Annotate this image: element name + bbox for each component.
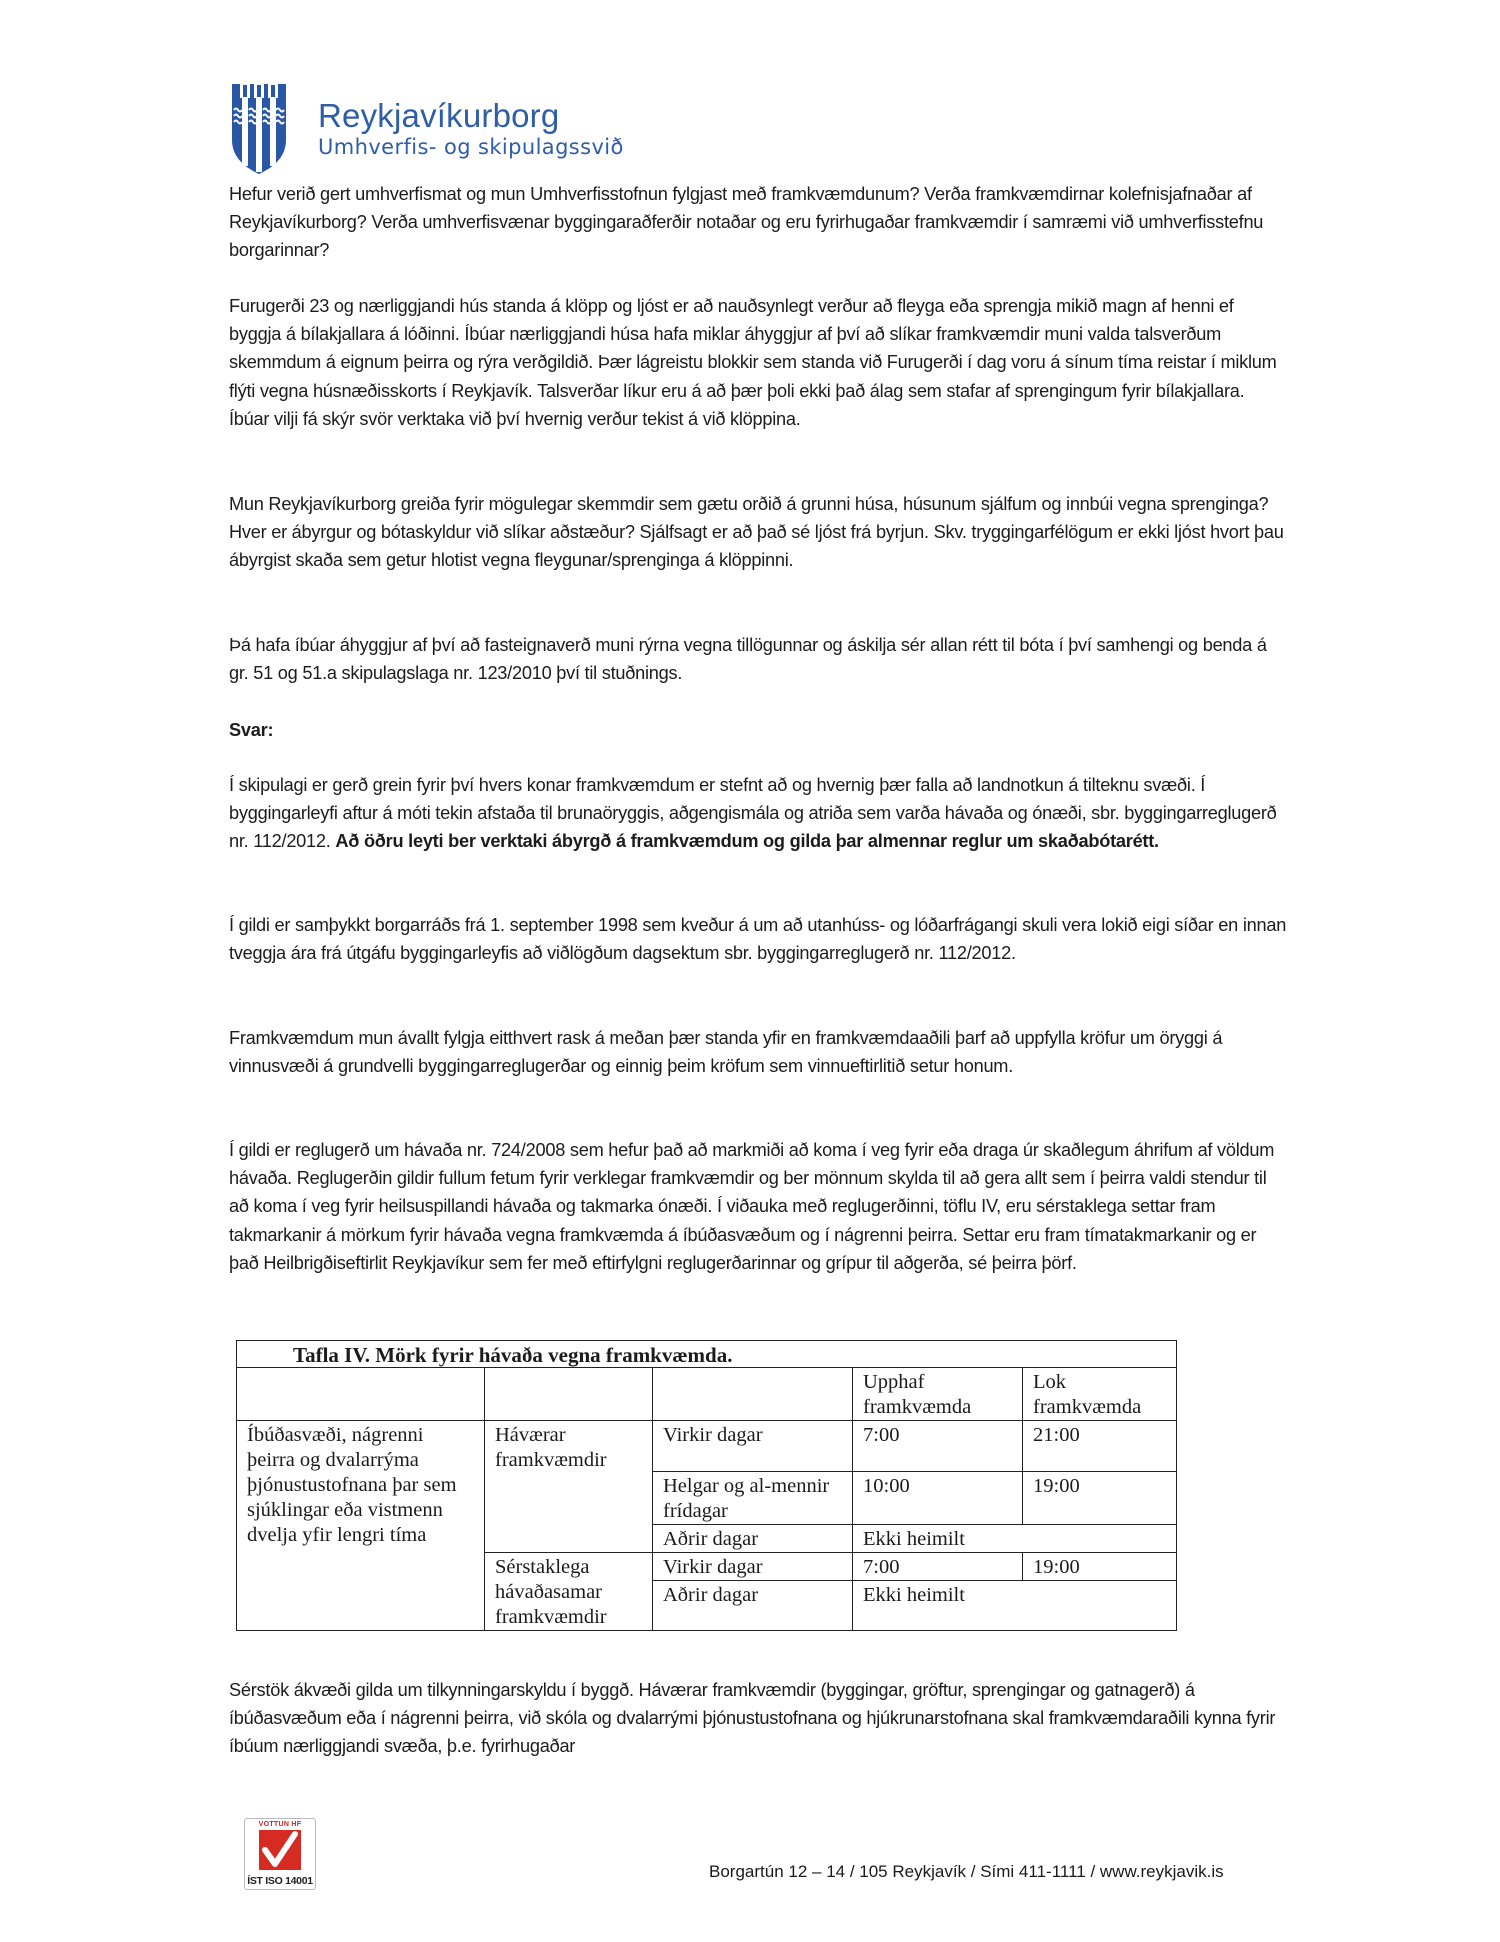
- answer-paragraph-3: [229, 1024, 1289, 1080]
- header-cell: [485, 1368, 653, 1421]
- days-cell: Helgar og al-mennir frídagar: [653, 1472, 853, 1525]
- table-row: [237, 1421, 1177, 1472]
- footer-address: Borgartún 12 – 14 / 105 Reykjavík / Sími 411-1111 / www.reykjavik.is: [709, 1862, 1224, 1881]
- paragraph-text: Furugerði 23 og nærliggjandi hús standa á klöpp og ljóst er að nauðsynlegt verður að fleyga eða sprengja mikið magn af henni ef byggja á bílakjallara á lóðinni. Íbúar nærliggjandi húsa hafa miklar áhyggjur af því að slíkar framkvæmdir muni valda talsverðum skemmdum á eignum þeirra og rýra verðgildið. Þær lágreistu blokkir sem standa við Furugerði í dag voru á sínum tíma reistar í miklum flýti vegna húsnæðisskorts í Reykjavík. Talsverðar líkur eru á að þær þoli ekki það álag sem stafar af sprengingum fyrir bílakjallara. Íbúar vilji fá skýr svör verktaka við því hvernig verður tekist á við klöppina.: [229, 296, 1277, 429]
- question-paragraph-2: [229, 292, 1289, 433]
- iso-certification-logo: [244, 1818, 316, 1890]
- end-cell: 19:00: [1023, 1472, 1177, 1525]
- area-cell: Íbúðasvæði, nágrenni þeirra og dvalarrýma þjónustustofnana þar sem sjúklingar eða vistmenn dvelja yfir lengri tíma: [237, 1421, 485, 1631]
- days-cell: Aðrir dagar: [653, 1525, 853, 1553]
- header-start: Upphaf framkvæmda: [853, 1368, 1023, 1421]
- note-cell: Ekki heimilt: [853, 1525, 1177, 1553]
- header-cell: [237, 1368, 485, 1421]
- end-cell: 19:00: [1023, 1553, 1177, 1581]
- cert-logo-top: VOTTUN HF: [258, 1821, 302, 1828]
- reykjavik-coat-of-arms-icon: [230, 82, 288, 176]
- days-cell: Aðrir dagar: [653, 1581, 853, 1631]
- question-paragraph-4: [229, 631, 1289, 687]
- paragraph-text: Í gildi er samþykkt borgarráðs frá 1. september 1998 sem kveður á um að utanhúss- og lóðarfrágangi skuli vera lokið eigi síðar en innan tveggja ára frá útgáfu byggingarleyfis að viðlögðum dagsektum sbr. byggingarreglugerð nr. 112/2012.: [229, 915, 1287, 964]
- question-paragraph-1: [229, 180, 1289, 265]
- cert-logo-bottom: ÍST ISO 14001: [247, 1875, 313, 1887]
- paragraph-text: Þá hafa íbúar áhyggjur af því að fasteignaverð muni rýrna vegna tillögunnar og áskilja sér allan rétt til bóta í því samhengi og benda á gr. 51 og 51.a skipulagslaga nr. 123/2010 því til stuðnings.: [229, 635, 1267, 684]
- brand-block: [318, 98, 624, 160]
- answer-heading: [229, 716, 1289, 744]
- type-cell: Háværar framkvæmdir: [485, 1421, 653, 1553]
- start-cell: 7:00: [853, 1421, 1023, 1472]
- answer-heading-text: Svar:: [229, 720, 274, 740]
- header-cell: [653, 1368, 853, 1421]
- end-cell: 21:00: [1023, 1421, 1177, 1472]
- type-cell: Sérstaklega hávaðasamar framkvæmdir: [485, 1553, 653, 1631]
- note-cell: Ekki heimilt: [853, 1581, 1177, 1631]
- noise-limits-table: [236, 1340, 1176, 1631]
- brand-name: Reykjavíkurborg: [318, 97, 560, 134]
- department-name: Umhverfis- og skipulagssvið: [318, 135, 624, 159]
- checkmark-icon: [259, 1830, 301, 1870]
- paragraph-text: Í gildi er reglugerð um hávaða nr. 724/2008 sem hefur það að markmiði að koma í veg fyrir eða draga úr skaðlegum áhrifum af völdum hávaða. Reglugerðin gildir fullum fetum fyrir verklegar framkvæmdir og ber mönnum skylda til að gera allt sem í þeirra valdi stendur til að koma í veg fyrir heilsuspillandi hávaða og takmarka ónæði. Í viðauka með reglugerðinni, töflu IV, eru sérstaklega settar fram takmarkanir á mörkum fyrir hávaða vegna framkvæmda á íbúðasvæðum og í nágrenni þeirra. Settar eru fram tímatakmarkanir og er það Heilbrigðiseftirlit Reykjavíkur sem fer með eftirfylgni reglugerðarinnar og grípur til aðgerða, sé þeirra þörf.: [229, 1140, 1275, 1273]
- start-cell: 10:00: [853, 1472, 1023, 1525]
- days-cell: Virkir dagar: [653, 1421, 853, 1472]
- answer-bold-text: Að öðru leyti ber verktaki ábyrgð á framkvæmdum og gilda þar almennar reglur um skaðabótarétt.: [335, 831, 1159, 852]
- days-cell: Virkir dagar: [653, 1553, 853, 1581]
- paragraph-text: Sérstök ákvæði gilda um tilkynningarskyldu í byggð. Háværar framkvæmdir (byggingar, gröftur, sprengingar og gatnagerð) á íbúðasvæðum eða í nágrenni þeirra, við skóla og dvalarrými þjónustustofnana og hjúkrunarstofnana skal framkvæmdaraðili kynna fyrir íbúum nærliggjandi svæða, þ.e. fyrirhugaðar: [229, 1680, 1276, 1757]
- answer-paragraph-5: [229, 1676, 1289, 1761]
- question-paragraph-3: [229, 490, 1289, 575]
- answer-text: Í skipulagi er gerð grein fyrir því hvers konar framkvæmdum er stefnt að og hvernig þær falla að landnotkun á tilteknu svæði. Í byggingarleyfi aftur á móti tekin afstaða til brunaöryggis, aðgengismála og atriða sem varða hávaða og ónæði, sbr. byggingarreglugerð nr. 112/2012.: [229, 775, 1277, 852]
- start-cell: 7:00: [853, 1553, 1023, 1581]
- answer-paragraph-4: [229, 1136, 1289, 1277]
- paragraph-text: Mun Reykjavíkurborg greiða fyrir mögulegar skemmdir sem gætu orðið á grunni húsa, húsunum sjálfum og innbúi vegna sprenginga? Hver er ábyrgur og bótaskyldur við slíkar aðstæður? Sjálfsagt er að það sé ljóst frá byrjun. Skv. tryggingarfélögum er ekki ljóst hvort þau ábyrgist skaða sem getur hlotist vegna fleygunar/sprenginga á klöppinni.: [229, 494, 1284, 571]
- paragraph-text: Framkvæmdum mun ávallt fylgja eitthvert rask á meðan þær standa yfir en framkvæmdaaðili þarf að uppfylla kröfur um öryggi á vinnusvæði á grundvelli byggingarreglugerðar og einnig þeim kröfum sem vinnueftirlitið setur honum.: [229, 1028, 1223, 1077]
- table-title: Tafla IV. Mörk fyrir hávaða vegna framkvæmda.: [237, 1341, 1177, 1368]
- paragraph-text: Hefur verið gert umhverfismat og mun Umhverfisstofnun fylgjast með framkvæmdunum? Verða framkvæmdirnar kolefnisjafnaðar af Reykjavíkurborg? Verða umhverfisvænar byggingaraðferðir notaðar og eru fyrirhugaðar framkvæmdir í samræmi við umhverfisstefnu borgarinnar?: [229, 184, 1264, 261]
- answer-paragraph-1: [229, 771, 1289, 856]
- table-header-row: [237, 1368, 1177, 1421]
- header-end: Lok framkvæmda: [1023, 1368, 1177, 1421]
- answer-paragraph-2: [229, 911, 1289, 967]
